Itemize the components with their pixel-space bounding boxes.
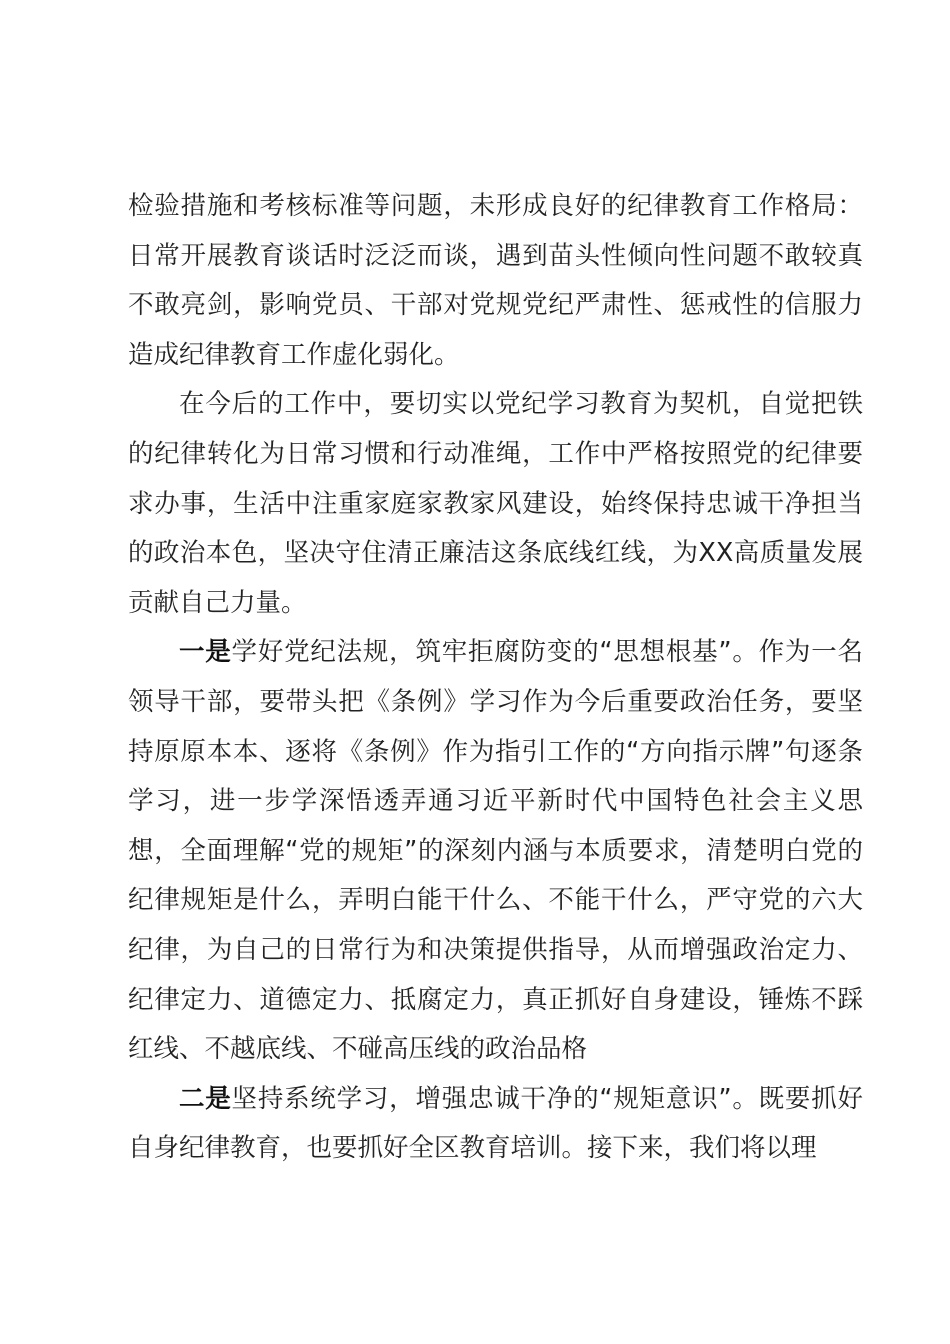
paragraph-lead: 二是	[179, 1083, 232, 1114]
paragraph-text: 在今后的工作中，要切实以党纪学习教育为契机，自觉把铁的纪律转化为日常习惯和行动准绳，工作中严格按照党的纪律要求办事，生活中注重家庭家教家风建设，始终保持忠诚干净担当的政治本色，坚决守住清正廉洁这条底线红线，为XX高质量发展贡献自己力量。	[128, 389, 863, 618]
paragraph-text: 坚持系统学习，增强忠诚干净的“规矩意识”。既要抓好自身纪律教育，也要抓好全区教育培训。接下来，我们将以理	[128, 1083, 863, 1164]
paragraph-text: 学好党纪法规，筑牢拒腐防变的“思想根基”。作为一名领导干部，要带头把《条例》学习作为今后重要政治任务，要坚持原原本本、逐将《条例》作为指引工作的“方向指示牌”句逐条学习，进一步学深悟透弄通习近平新时代中国特色社会主义思想，全面理解“党的规矩”的深刻内涵与本质要求，清楚明白党的纪律规矩是什么，弄明白能干什么、不能干什么，严守党的六大纪律，为自己的日常行为和决策提供指导，从而增强政治定力、纪律定力、道德定力、抵腐定力，真正抓好自身建设，锤炼不踩红线、不越底线、不碰高压线的政治品格	[128, 637, 863, 1065]
paragraph-point-two	[128, 1075, 863, 1174]
paragraph-future-work	[128, 380, 863, 628]
paragraph-lead: 一是	[179, 637, 232, 668]
paragraph-continuation	[128, 182, 863, 380]
paragraph-point-one	[128, 628, 863, 1074]
paragraph-text: 检验措施和考核标准等问题，未形成良好的纪律教育工作格局：日常开展教育谈话时泛泛而谈，遇到苗头性倾向性问题不敢较真不敢亮剑，影响党员、干部对党规党纪严肃性、惩戒性的信服力造成纪律教育工作虚化弱化。	[128, 191, 863, 370]
document-body	[128, 182, 863, 1174]
